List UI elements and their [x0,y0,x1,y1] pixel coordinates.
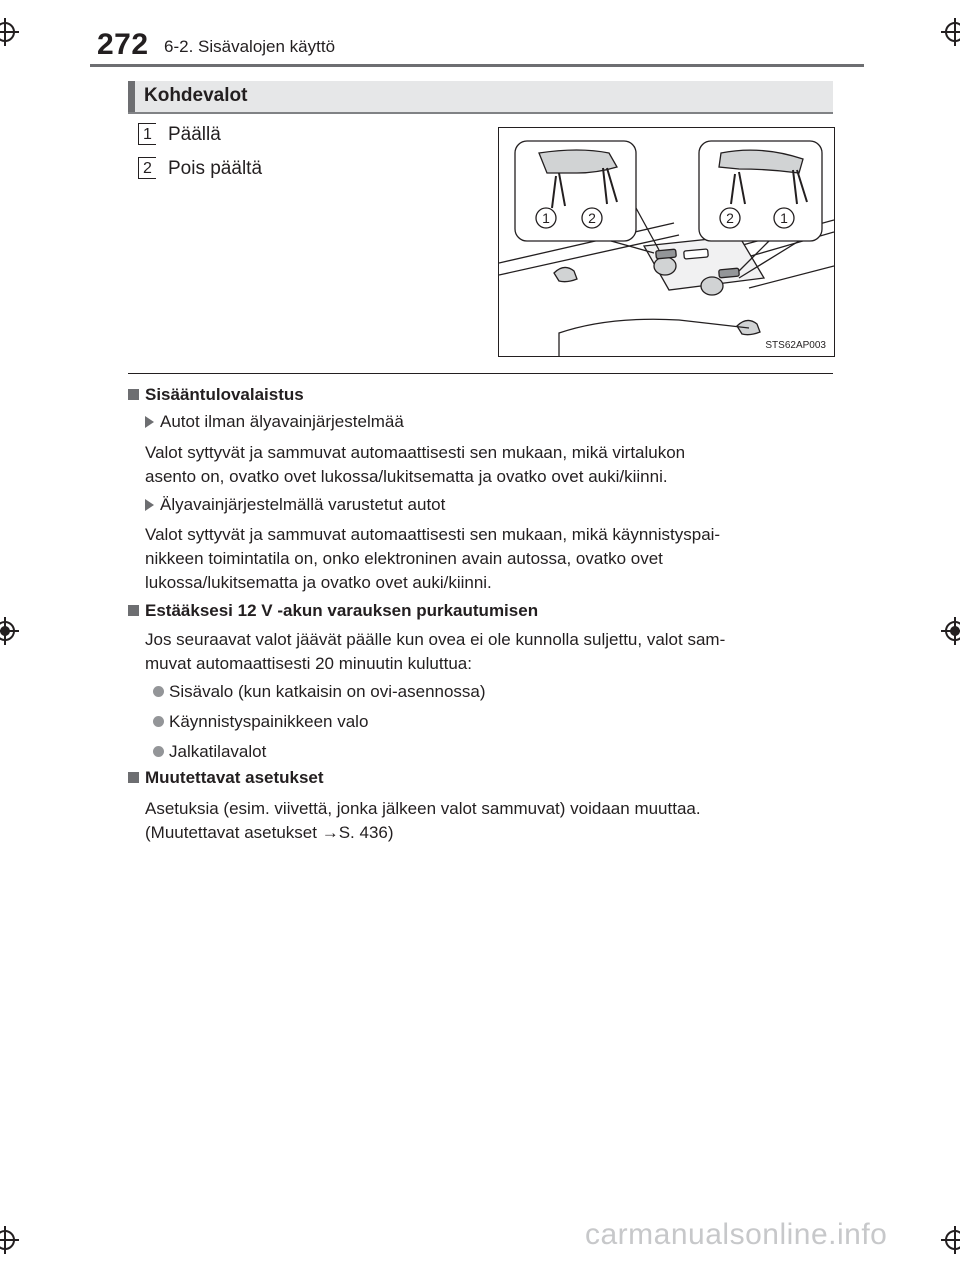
watermark: carmanualsonline.info [585,1218,888,1251]
text-smart-key-line2: nikkeen toimintatila on, onko elektroninen avain autossa, ovatko ovet [145,549,663,568]
text-custom-line2: (Muutettavat asetukset →S. 436) [145,823,394,842]
crop-mark-bottom-left [0,1226,19,1254]
heading-entry-lighting [128,385,304,405]
heading-battery [128,601,538,621]
heading-battery-text: Estääksesi 12 V -akun varauksen purkautumisen [145,601,539,620]
text-smart-key-line1: Valot syttyvät ja sammuvat automaattisesti sen mukaan, mikä käynnistyspai- [145,525,721,544]
text-no-smart-key-line1: Valot syttyvät ja sammuvat automaattisesti sen mukaan, mikä virtalukon [145,443,686,462]
text-battery-line2: muvat automaattisesti 20 minuutin kuluttua: [145,654,472,673]
legend-number-2: 2 [138,157,156,179]
heading-custom-text: Muutettavat asetukset [145,768,324,787]
triangle-bullet-icon [145,499,154,511]
crop-mark-mid-left [0,617,19,645]
crop-mark-top-right [941,18,960,46]
text-battery-line1: Jos seuraavat valot jäävät päälle kun ovea ei ole kunnolla suljettu, valot sam- [145,630,726,649]
square-bullet-icon [128,605,139,616]
bullet-footwell-text: Jalkatilavalot [169,742,267,761]
square-bullet-icon [128,772,139,783]
sub-heading-smart-key-text: Älyavainjärjestelmällä varustetut autot [160,495,446,514]
section-title-bar [128,81,833,114]
running-title: 6-2. Sisävalojen käyttö [164,37,336,56]
section-accent [128,81,135,112]
callout-right-1: 1 [780,210,788,226]
bullet-item-start-button-light [153,709,368,735]
bullet-item-interior-light [153,679,486,705]
text-no-smart-key-line2: asento on, ovatko ovet lukossa/lukitsematta ja ovatko ovet auki/kiinni. [145,467,668,486]
section-separator [128,373,833,374]
legend-label-off: Pois päältä [168,158,263,179]
bullet-start-button-text: Käynnistyspainikkeen valo [169,712,369,731]
callout-left-2: 2 [588,210,596,226]
bullet-item-footwell-lights [153,739,266,765]
callout-right-2: 2 [726,210,734,226]
crop-mark-top-left [0,18,19,46]
legend-label-on: Päällä [168,124,221,145]
round-bullet-icon [153,746,164,757]
bullet-interior-light-text: Sisävalo (kun katkaisin on ovi-asennossa) [169,682,486,701]
legend-number-1: 1 [138,123,156,145]
callout-left-1: 1 [542,210,550,226]
triangle-bullet-icon [145,416,154,428]
header-rule [90,64,864,67]
text-smart-key-line3: lukossa/lukitsematta ja ovatko ovet auki/kiinni. [145,573,492,592]
overhead-console-drawing [499,128,834,356]
crop-mark-mid-right [941,617,960,645]
square-bullet-icon [128,389,139,400]
page-number: 272 [97,28,149,61]
round-bullet-icon [153,716,164,727]
sub-heading-no-smart-key-text: Autot ilman älyavainjärjestelmää [160,412,404,431]
crop-mark-bottom-right [941,1226,960,1254]
section-title: Kohdevalot [144,85,248,106]
heading-entry-text: Sisääntulovalaistus [145,385,304,404]
sub-heading-smart-key [145,492,445,518]
sub-heading-no-smart-key [145,409,404,435]
round-bullet-icon [153,686,164,697]
spot-light-illustration [498,127,835,357]
figure-code: STS62AP003 [765,340,826,351]
text-custom-line1: Asetuksia (esim. viivettä, jonka jälkeen valot sammuvat) voidaan muuttaa. [145,799,701,818]
heading-custom-settings [128,768,324,788]
